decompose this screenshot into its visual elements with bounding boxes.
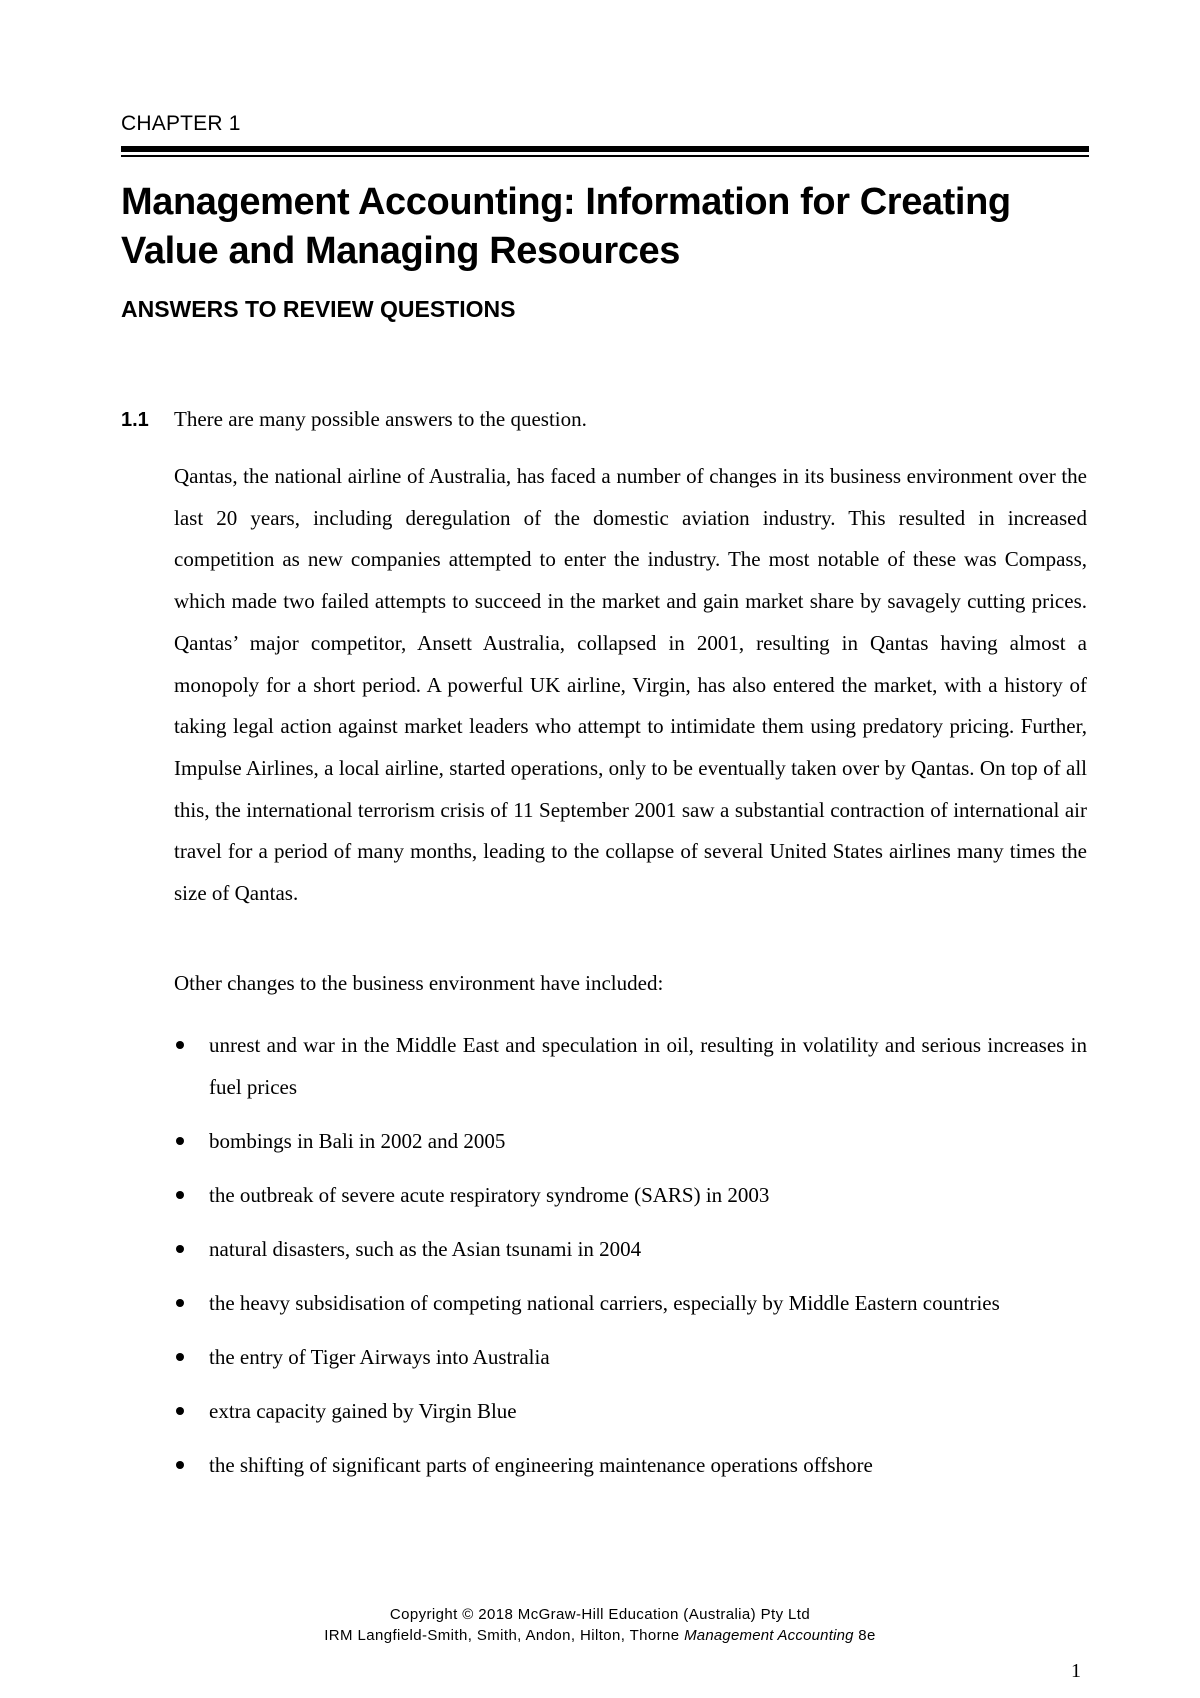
list-item-text: the entry of Tiger Airways into Australia [209,1345,550,1369]
footer-book-title: Management Accounting [684,1627,854,1644]
footer-citation [0,1627,1200,1644]
list-item [174,1228,1087,1270]
list-item [174,1120,1087,1162]
section-heading: ANSWERS TO REVIEW QUESTIONS [121,296,516,322]
bullet-icon [176,1191,184,1199]
other-changes-intro: Other changes to the business environment have included: [174,971,664,995]
list-item [174,1024,1087,1108]
page-title-line2: Value and Managing Resources [121,230,680,272]
list-item-text: extra capacity gained by Virgin Blue [209,1399,517,1423]
list-item-text: the outbreak of severe acute respiratory syndrome (SARS) in 2003 [209,1183,770,1207]
list-item [174,1174,1087,1216]
bullet-icon [176,1245,184,1253]
list-item [174,1282,1087,1324]
list-item [174,1390,1087,1432]
bullet-icon [176,1041,184,1049]
changes-list [174,1024,1087,1498]
list-item-text: natural disasters, such as the Asian tsunami in 2004 [209,1237,642,1261]
answer-paragraph: Qantas, the national airline of Australia, has faced a number of changes in its business environment over the last 20 years, including deregulation of the domestic aviation industry. This resulted in increased competition as new companies attempted to enter the industry. The most notable of these was Compass, which made two failed attempts to succeed in the market and gain market share by savagely cutting prices. Qantas’ major competitor, Ansett Australia, collapsed in 2001, resulting in Qantas having almost a monopoly for a short period. A powerful UK airline, Virgin, has also entered the market, with a history of taking legal action against market leaders who attempt to intimidate them using predatory pricing. Further, Impulse Airlines, a local airline, started operations, only to be eventually taken over by Qantas. On top of all this, the international terrorism crisis of 11 September 2001 saw a substantial contraction of international air travel for a period of many months, leading to the collapse of several United States airlines many times the size of Qantas. [174,464,1087,906]
page-title-line1: Management Accounting: Information for Creating [121,181,1011,223]
footer-irm: IRM Langfield-Smith, Smith, Andon, Hilton, Thorne [324,1627,685,1644]
footer-copyright: Copyright © 2018 McGraw-Hill Education (Australia) Pty Ltd [389,1606,811,1623]
footer-edition: 8e [853,1627,876,1644]
header-rule-thick [121,146,1089,152]
bullet-icon [176,1299,184,1307]
list-item [174,1444,1087,1486]
list-item-text: the shifting of significant parts of engineering maintenance operations offshore [209,1453,873,1477]
header-rule-thin [121,155,1089,157]
list-item-text: the heavy subsidisation of competing national carriers, especially by Middle Eastern countries [209,1291,1000,1315]
list-item-text: unrest and war in the Middle East and speculation in oil, resulting in volatility and serious increases in fuel prices [209,1033,1087,1099]
chapter-label: CHAPTER 1 [121,112,241,135]
list-item-text: bombings in Bali in 2002 and 2005 [209,1129,506,1153]
bullet-icon [176,1461,184,1469]
list-item [174,1336,1087,1378]
bullet-icon [176,1137,184,1145]
question-intro: There are many possible answers to the question. [174,407,587,431]
question-number: 1.1 [121,409,149,431]
bullet-icon [176,1407,184,1415]
page-number: 1 [1071,1660,1081,1682]
bullet-icon [176,1353,184,1361]
page-title [121,178,1101,276]
